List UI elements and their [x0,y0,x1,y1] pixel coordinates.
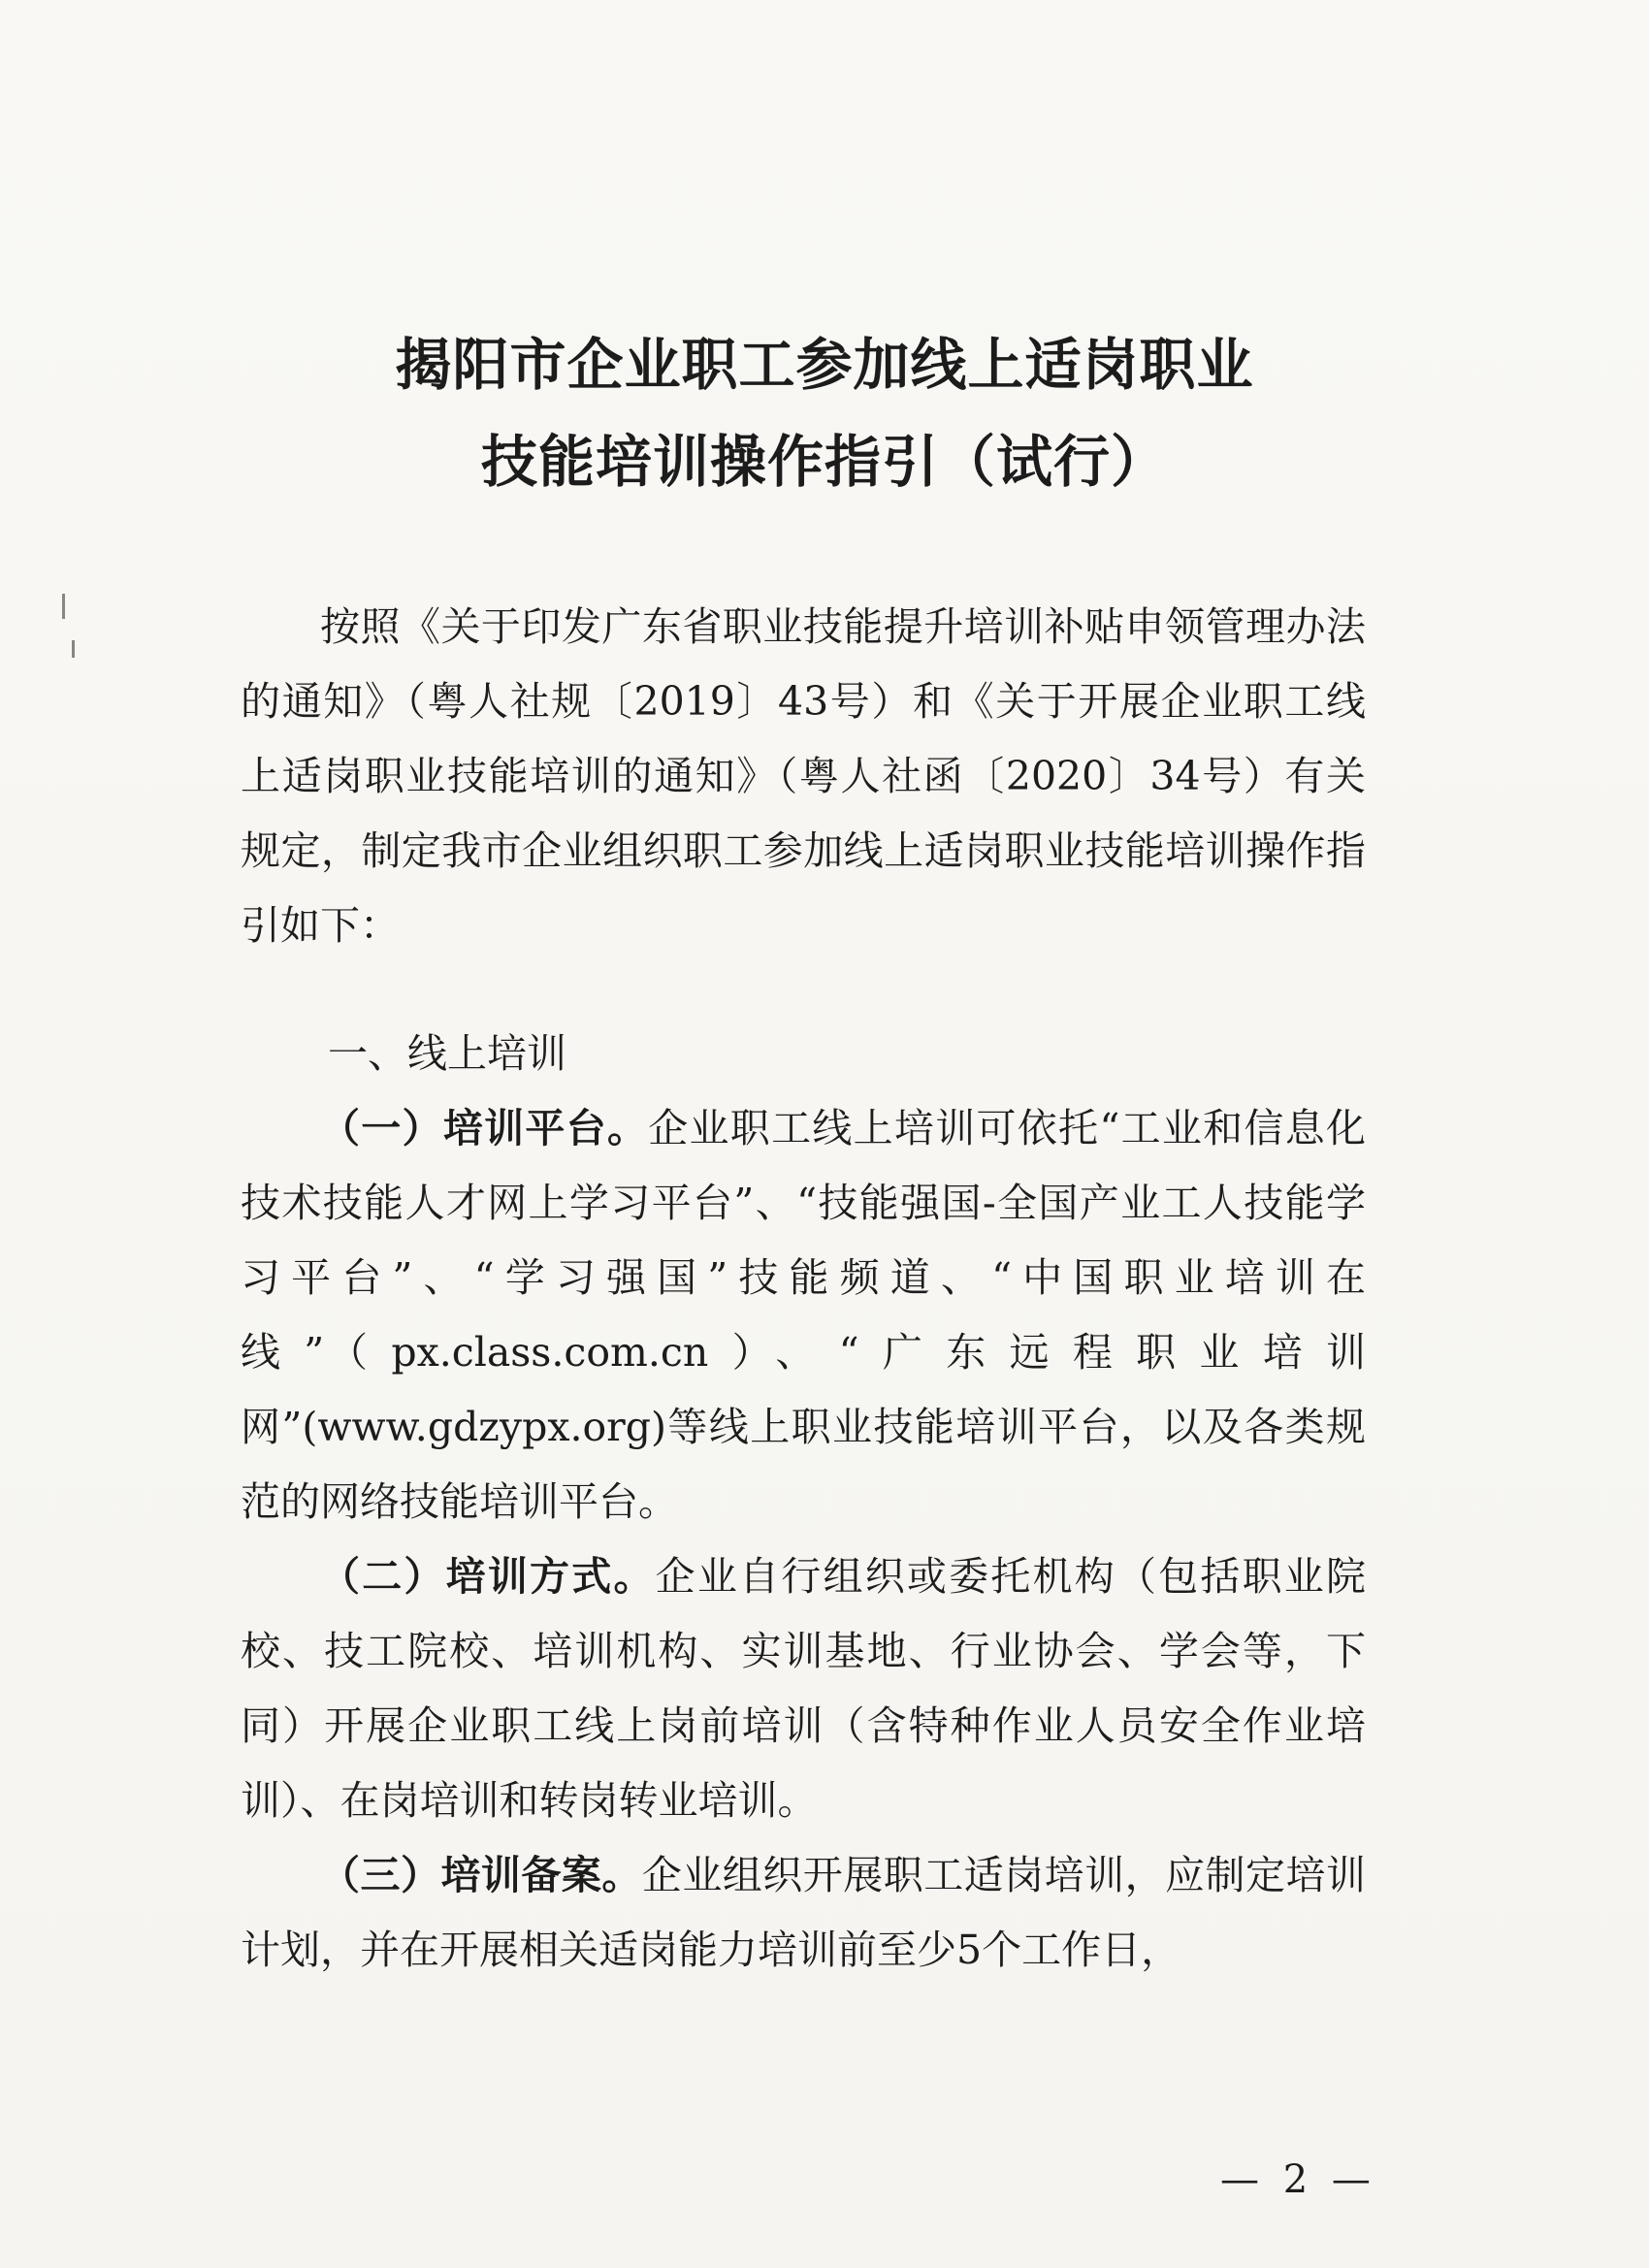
section-registration [241,1838,1366,1988]
binding-mark [72,640,75,658]
intro-block [241,590,1366,963]
page-number: — 2 — [1220,2157,1376,2202]
sections-block [241,1091,1366,1988]
binding-mark [62,594,65,619]
document-title-line-1: 揭阳市企业职工参加线上适岗职业 [395,332,1254,398]
section-text: 企业自行组织或委托机构（包括职业院校、技工院校、培训机构、实训基地、行业协会、学会等，下同）开展企业职工线上岗前培训（含特种作业人员安全作业培训）、在岗培训和转岗转业培训。 [241,1553,1367,1824]
section-text: 企业组织开展职工适岗培训，应制定培训计划，并在开展相关适岗能力培训前至少5个工作日， [241,1852,1367,1973]
section-text: 企业职工线上培训可依托“工业和信息化技术技能人才网上学习平台”、“技能强国-全国产业工人技能学习平台”、“学习强国”技能频道、“中国职业培训在线”（px.class.com.cn）、“广东远程职业培训网”(www.gdzypx.org)等线上职业技能培训平台，以及各类规范的网络技能培训平台。 [241,1105,1366,1525]
section-method [241,1539,1366,1838]
intro-paragraph: 按照《关于印发广东省职业技能提升培训补贴申领管理办法的通知》（粤人社规〔2019〕43号）和《关于开展企业职工线上适岗职业技能培训的通知》（粤人社函〔2020〕34号）有关规定，制定我市企业组织职工参加线上适岗职业技能培训操作指引如下： [241,603,1366,949]
section-heading-online-training: 一、线上培训 [328,1030,566,1077]
section-label: （二）培训方式。 [320,1553,656,1600]
section-label: （一）培训平台。 [320,1105,649,1151]
section-platform [241,1091,1366,1539]
section-label: （三）培训备案。 [320,1852,642,1898]
document-title-line-2: 技能培训操作指引（试行） [480,429,1168,495]
